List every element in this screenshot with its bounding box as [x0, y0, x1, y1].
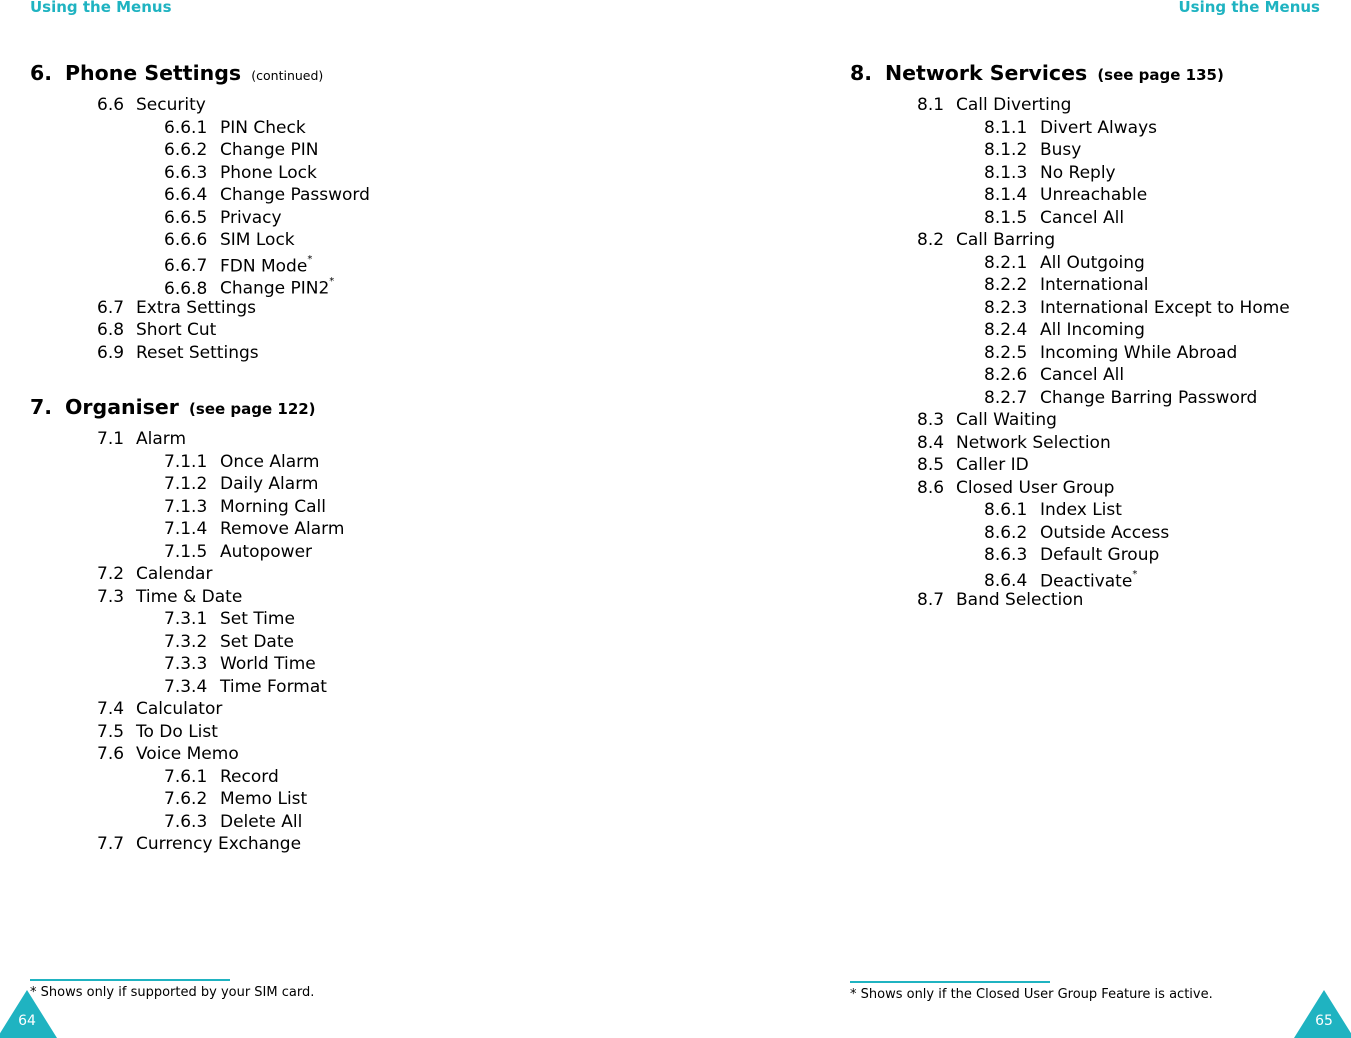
menu-item — [30, 451, 344, 474]
menu-item — [850, 387, 1290, 410]
menu-item — [30, 833, 344, 856]
footnote-rule — [30, 979, 230, 981]
menu-item-label: Calendar — [136, 564, 213, 584]
menu-item-number: 8.2.5 — [984, 342, 1028, 363]
menu-item-label: Set Date — [220, 631, 294, 652]
menu-item-number: 6.6.2 — [164, 140, 208, 160]
menu-item — [30, 229, 370, 252]
menu-item-number: 7.1.4 — [164, 519, 208, 539]
menu-item-label: Change Barring Password — [1040, 387, 1258, 408]
menu-item-number: 7.5 — [97, 721, 125, 742]
menu-item — [850, 117, 1290, 140]
menu-item-label: Call Waiting — [956, 410, 1057, 430]
menu-item — [30, 518, 344, 541]
menu-item — [850, 274, 1290, 297]
section-organiser — [30, 392, 344, 856]
menu-item-number: 8.5 — [917, 455, 945, 475]
menu-item-label: Call Barring — [956, 230, 1056, 250]
menu-item-label: Calculator — [136, 699, 223, 719]
menu-item-number: 7.4 — [97, 699, 125, 719]
menu-item-number: 6.6.6 — [164, 230, 208, 250]
menu-item-number: 7.1.1 — [164, 451, 208, 472]
menu-item-number: 8.1 — [917, 95, 945, 115]
menu-item-number: 8.2.3 — [984, 297, 1028, 318]
menu-item-label: Cancel All — [1040, 207, 1125, 228]
menu-item-number: 7.1.5 — [164, 541, 208, 562]
menu-item-label: Privacy — [220, 207, 282, 228]
right-page — [675, 0, 1351, 1038]
menu-item-label: Unreachable — [1040, 185, 1148, 205]
footnote: * Shows only if the Closed User Group Feature is active. — [850, 987, 1213, 1002]
menu-item-number: 6.7 — [97, 297, 125, 318]
menu-item-number: 6.9 — [97, 342, 125, 363]
menu-item — [850, 364, 1290, 387]
menu-item-number: 8.2.1 — [984, 252, 1028, 273]
menu-item — [30, 811, 344, 834]
menu-item-number: 7.3.4 — [164, 676, 208, 697]
menu-item-label: Currency Exchange — [136, 834, 302, 854]
menu-item — [30, 297, 370, 320]
menu-list — [30, 94, 370, 364]
menu-item — [850, 477, 1290, 500]
menu-item — [850, 342, 1290, 365]
menu-item-number: 7.3.2 — [164, 631, 208, 652]
menu-item-number: 6.6.8 — [164, 278, 208, 299]
menu-item-label: Record — [220, 766, 279, 787]
menu-item-label: Voice Memo — [136, 744, 239, 764]
menu-item-number: 8.2.2 — [984, 275, 1028, 295]
menu-item — [850, 207, 1290, 230]
menu-item — [30, 743, 344, 766]
menu-item-label: All Incoming — [1040, 320, 1145, 340]
menu-item — [850, 229, 1290, 252]
menu-item-label: No Reply — [1040, 162, 1116, 183]
menu-item-label: Index List — [1040, 500, 1122, 520]
menu-item-number: 7.6.2 — [164, 789, 208, 809]
menu-item-label: Short Cut — [136, 320, 217, 340]
menu-item-number: 8.6.3 — [984, 545, 1028, 565]
menu-item-label: World Time — [220, 654, 316, 674]
menu-item-number: 8.2.4 — [984, 320, 1028, 340]
menu-item — [850, 454, 1290, 477]
section-title: 7. Organiser (see page 122) — [30, 395, 316, 419]
menu-item — [30, 319, 370, 342]
footnote-marker: * — [1132, 568, 1138, 580]
menu-item-number: 8.6 — [917, 477, 945, 498]
menu-item-label: Alarm — [136, 429, 187, 449]
menu-item-number: 8.4 — [917, 432, 945, 453]
menu-item-number: 6.6 — [97, 95, 125, 115]
menu-item-label: Extra Settings — [136, 297, 257, 318]
menu-item-label: Network Selection — [956, 432, 1111, 453]
menu-item — [30, 139, 370, 162]
menu-item-number: 6.6.1 — [164, 117, 208, 138]
menu-item-number: 8.1.4 — [984, 185, 1028, 205]
menu-item — [30, 162, 370, 185]
section-network-services — [850, 58, 1290, 612]
menu-item-label: Divert Always — [1040, 117, 1157, 138]
menu-item — [30, 342, 370, 365]
running-head: Using the Menus — [1178, 0, 1320, 16]
menu-item — [30, 788, 344, 811]
left-page — [0, 0, 675, 1038]
section-phone-settings — [30, 58, 370, 364]
menu-item-label: To Do List — [136, 721, 218, 742]
menu-item-label: International — [1040, 275, 1149, 295]
menu-item — [850, 522, 1290, 545]
menu-item — [30, 631, 344, 654]
menu-item-label: Deactivate — [1040, 571, 1133, 592]
menu-item — [30, 207, 370, 230]
menu-item-label: Memo List — [220, 789, 308, 809]
menu-item-number: 8.1.1 — [984, 117, 1028, 138]
menu-item — [30, 473, 344, 496]
menu-item — [30, 428, 344, 451]
menu-item-label: Security — [136, 95, 206, 115]
menu-item-label: Time & Date — [136, 586, 243, 607]
menu-item — [30, 608, 344, 631]
menu-item-number: 7.1.2 — [164, 474, 208, 494]
menu-item-number: 6.6.7 — [164, 256, 208, 277]
menu-item-label: Reset Settings — [136, 342, 259, 363]
menu-item — [850, 162, 1290, 185]
menu-item — [30, 563, 344, 586]
menu-item — [850, 139, 1290, 162]
menu-item-number: 8.2.6 — [984, 365, 1028, 385]
menu-item-number: 6.8 — [97, 320, 125, 340]
menu-item-number: 7.3 — [97, 586, 125, 607]
menu-item-number: 8.6.1 — [984, 500, 1028, 520]
menu-item-number: 7.2 — [97, 564, 125, 584]
menu-item — [850, 184, 1290, 207]
menu-item-label: PIN Check — [220, 117, 306, 138]
section-title: 8. Network Services (see page 135) — [850, 61, 1224, 85]
menu-item-label: Daily Alarm — [220, 474, 319, 494]
menu-item-label: Change Password — [220, 185, 370, 205]
menu-item-label: Busy — [1040, 140, 1082, 160]
menu-item — [850, 567, 1290, 590]
menu-item — [850, 544, 1290, 567]
menu-item — [30, 94, 370, 117]
menu-item-label: Call Diverting — [956, 95, 1072, 115]
menu-item-number: 8.1.2 — [984, 140, 1028, 160]
menu-item-number: 6.6.5 — [164, 207, 208, 228]
menu-item-number: 6.6.3 — [164, 162, 208, 183]
menu-item-label: Once Alarm — [220, 451, 320, 472]
menu-item — [850, 94, 1290, 117]
menu-item-number: 8.6.4 — [984, 571, 1028, 592]
menu-item — [30, 252, 370, 275]
footnote: * Shows only if supported by your SIM card. — [30, 985, 315, 1000]
menu-item-label: Phone Lock — [220, 162, 317, 183]
menu-item-label: Default Group — [1040, 545, 1160, 565]
menu-item-number: 7.3.3 — [164, 654, 208, 674]
menu-item-label: FDN Mode — [220, 256, 308, 277]
menu-item-number: 8.1.5 — [984, 207, 1028, 228]
menu-item-label: Incoming While Abroad — [1040, 342, 1238, 363]
menu-item — [30, 541, 344, 564]
menu-item-label: Delete All — [220, 811, 303, 832]
page-number: 64 — [18, 1013, 36, 1029]
menu-item — [30, 653, 344, 676]
section-title: 6. Phone Settings (continued) — [30, 61, 324, 85]
menu-item-label: Cancel All — [1040, 365, 1125, 385]
menu-item-label: International Except to Home — [1040, 297, 1290, 318]
menu-list — [30, 428, 344, 856]
menu-item-label: Band Selection — [956, 590, 1084, 610]
menu-item — [850, 589, 1290, 612]
footnote-marker: * — [307, 253, 313, 265]
menu-item-number: 8.2 — [917, 230, 945, 250]
menu-item-number: 7.1.3 — [164, 496, 208, 517]
menu-item-label: Morning Call — [220, 496, 326, 517]
menu-item-number: 7.1 — [97, 429, 125, 449]
menu-item-label: Change PIN — [220, 140, 319, 160]
page-number: 65 — [1315, 1013, 1333, 1029]
footnote-rule — [850, 981, 1050, 983]
menu-item-number: 8.2.7 — [984, 387, 1028, 408]
menu-item-number: 8.6.2 — [984, 522, 1028, 543]
menu-item — [850, 319, 1290, 342]
menu-item — [30, 721, 344, 744]
menu-item-number: 7.7 — [97, 834, 125, 854]
menu-item-number: 8.7 — [917, 590, 945, 610]
menu-item-label: Autopower — [220, 541, 313, 562]
menu-item — [30, 496, 344, 519]
menu-item-label: Closed User Group — [956, 477, 1115, 498]
menu-item-label: SIM Lock — [220, 230, 295, 250]
menu-item — [30, 676, 344, 699]
menu-item — [30, 184, 370, 207]
menu-item — [30, 698, 344, 721]
menu-item — [30, 586, 344, 609]
menu-item-number: 7.6.1 — [164, 766, 208, 787]
menu-item-number: 7.6 — [97, 744, 125, 764]
menu-item — [850, 252, 1290, 275]
menu-item-number: 8.3 — [917, 410, 945, 430]
running-head: Using the Menus — [30, 0, 172, 16]
menu-item-label: Remove Alarm — [220, 519, 345, 539]
menu-item-label: All Outgoing — [1040, 252, 1145, 273]
menu-item — [850, 297, 1290, 320]
menu-item — [850, 409, 1290, 432]
menu-item-number: 8.1.3 — [984, 162, 1028, 183]
menu-item-number: 7.6.3 — [164, 811, 208, 832]
menu-item — [850, 499, 1290, 522]
menu-item-label: Set Time — [220, 609, 295, 629]
menu-item-label: Caller ID — [956, 455, 1029, 475]
menu-item — [30, 766, 344, 789]
menu-item-label: Time Format — [220, 676, 327, 697]
menu-item-label: Outside Access — [1040, 522, 1170, 543]
menu-list — [850, 94, 1290, 612]
menu-item-number: 6.6.4 — [164, 185, 208, 205]
menu-item — [850, 432, 1290, 455]
menu-item — [30, 117, 370, 140]
menu-item — [30, 274, 370, 297]
menu-item-number: 7.3.1 — [164, 609, 208, 629]
footnote-marker: * — [329, 276, 335, 287]
menu-item-label: Change PIN2 — [220, 278, 330, 299]
